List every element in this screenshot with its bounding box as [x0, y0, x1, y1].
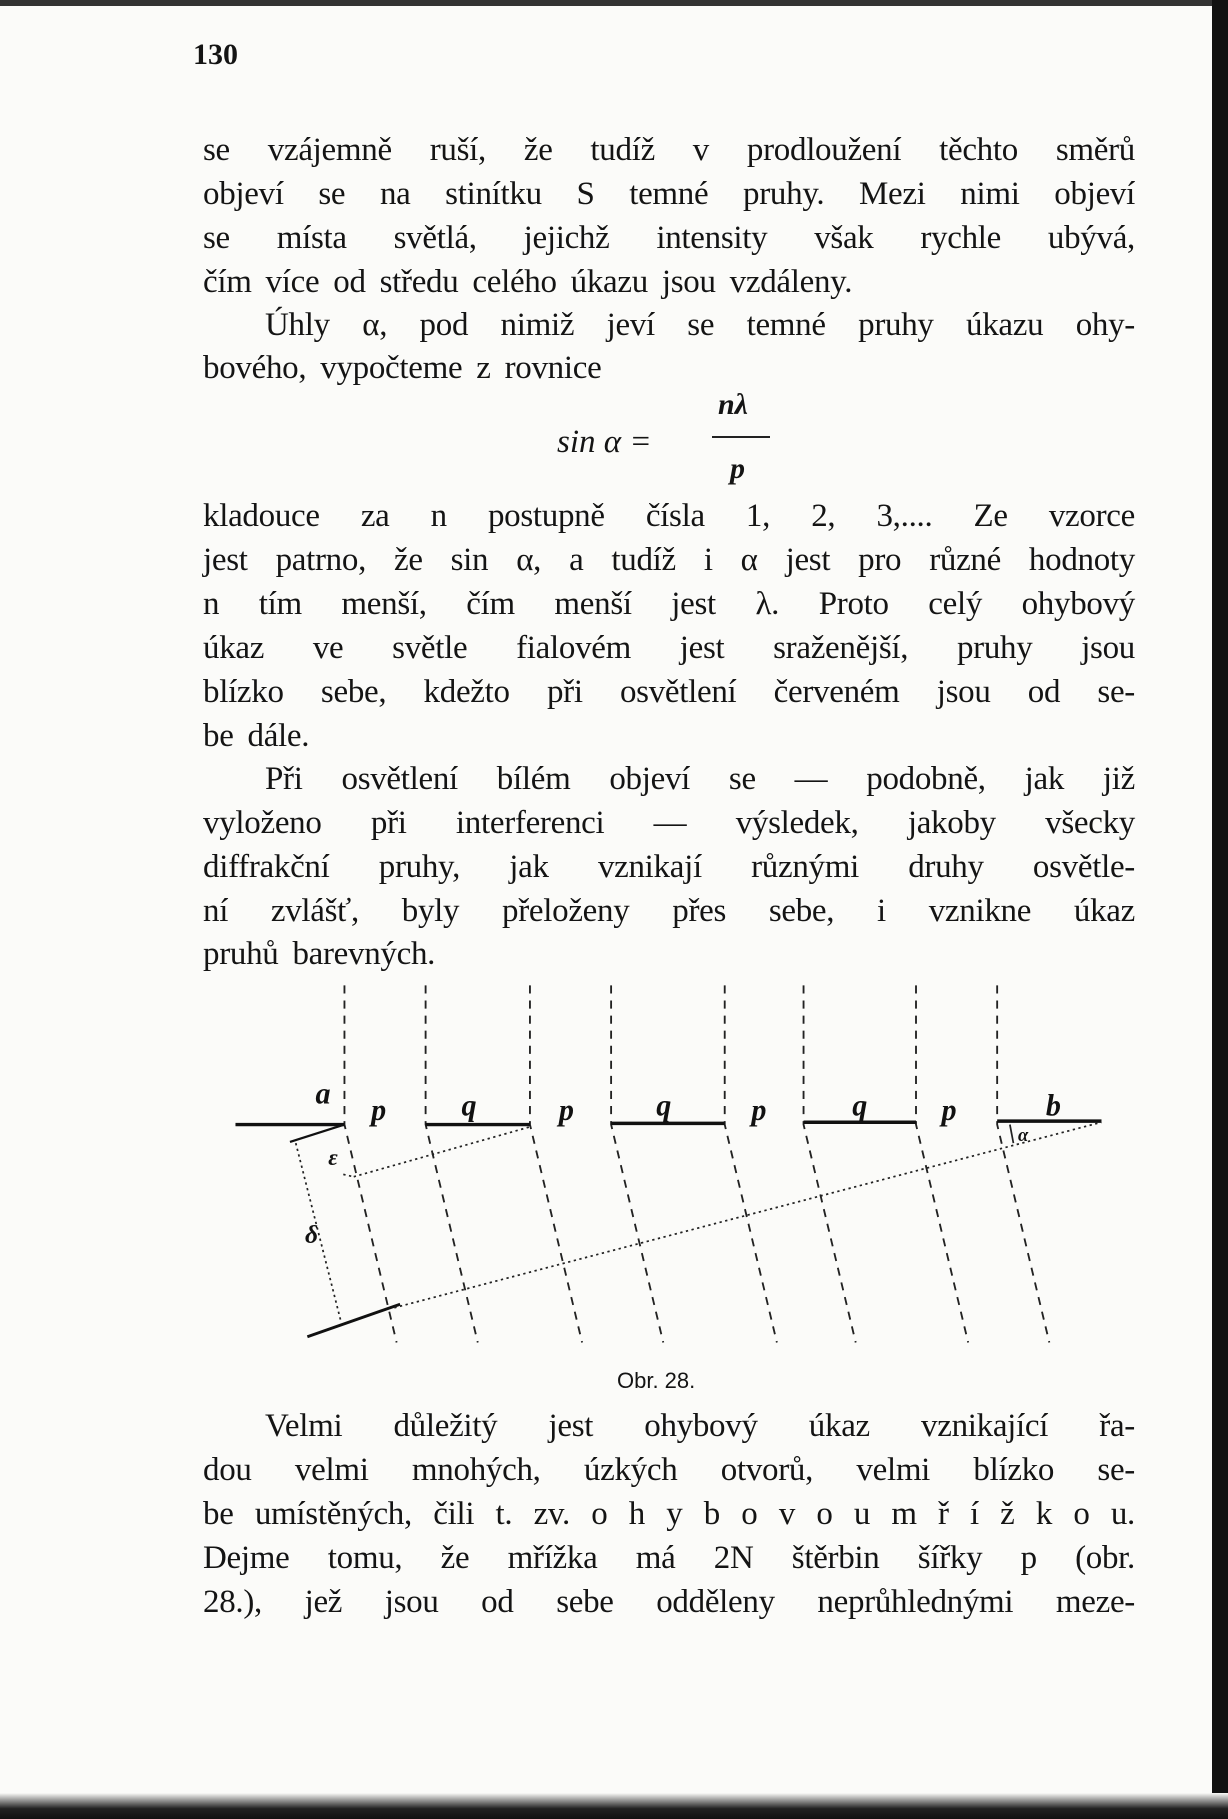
- dashed-ray-line: [804, 985, 856, 1342]
- text-line: Dejme tomu, že mřížka má 2N štěrbin šířky p (obr.: [203, 1540, 1135, 1576]
- label-p: p: [751, 1092, 767, 1127]
- alpha-arrow: [1010, 1125, 1013, 1144]
- text-line: blízko sebe, kdežto při osvětlení červeném jsou od se-: [203, 674, 1135, 710]
- text-line: jest patrno, že sin α, a tudíž i α jest pro různé hodnoty: [203, 542, 1135, 578]
- formula-lhs: sin α =: [557, 424, 652, 460]
- dashed-ray-line: [611, 985, 663, 1342]
- dashed-ray-line: [725, 985, 777, 1342]
- label-q: q: [852, 1088, 868, 1123]
- text-line: objeví se na stinítku S temné pruhy. Mezi nimi objeví: [203, 176, 1135, 212]
- text-line: čím více od středu celého úkazu jsou vzdáleny.: [203, 264, 853, 300]
- label-b: b: [1045, 1088, 1061, 1123]
- label-p: p: [558, 1092, 574, 1127]
- text-line: 28.), jež jsou od sebe odděleny neprůhlednými meze-: [203, 1584, 1135, 1620]
- label-q: q: [656, 1088, 672, 1123]
- formula-denominator: p: [730, 452, 745, 485]
- label-p: p: [371, 1092, 387, 1127]
- label-p: p: [941, 1092, 957, 1127]
- dashed-ray-line: [530, 985, 582, 1342]
- text-line: vyloženo při interferenci — výsledek, jakoby všecky: [203, 805, 1135, 841]
- text-line: úkaz ve světle fialovém jest sraženější, pruhy jsou: [203, 630, 1135, 666]
- label-alpha: α: [1018, 1124, 1029, 1146]
- text-line: be dále.: [203, 718, 310, 754]
- text-line: se místa světlá, jejichž intensity však rychle ubývá,: [203, 220, 1135, 256]
- text-line: bového, vypočteme z rovnice: [203, 350, 602, 386]
- label-q: q: [461, 1088, 477, 1123]
- text-line: pruhů barevných.: [203, 936, 436, 972]
- page-number: 130: [193, 38, 238, 71]
- text-line: Při osvětlení bílém objeví se — podobně, jak již: [265, 761, 1135, 797]
- dashed-ray-line: [997, 985, 1049, 1342]
- dotted-wavefront: [394, 1122, 1101, 1307]
- text-line: ní zvlášť, byly přeloženy přes sebe, i vznikne úkaz: [203, 893, 1135, 929]
- dashed-ray-line: [916, 985, 968, 1342]
- wavefront-line: [307, 1304, 400, 1336]
- text-line: Úhly α, pod nimiž jeví se temné pruhy úkazu ohy-: [265, 307, 1135, 343]
- text-line: dou velmi mnohých, úzkých otvorů, velmi blízko se-: [203, 1452, 1135, 1488]
- formula-numerator: nλ: [718, 388, 748, 421]
- figure-caption: Obr. 28.: [617, 1368, 696, 1393]
- label-epsilon: ε: [328, 1145, 338, 1172]
- text-line: Velmi důležitý jest ohybový úkaz vznikající řa-: [265, 1408, 1135, 1444]
- dashed-ray-line: [426, 985, 478, 1342]
- dashed-ray-line: [344, 985, 396, 1342]
- text-line: kladouce za n postupně čísla 1, 2, 3,.... Ze vzorce: [203, 498, 1135, 534]
- text-line: n tím menší, čím menší jest λ. Proto celý ohybový: [203, 586, 1135, 622]
- text-line: be umístěných, čili t. zv. o h y b o v o u m ř í ž k o u.: [203, 1496, 1135, 1532]
- dotted-epsilon-line: [354, 1127, 530, 1177]
- text-line: diffrakční pruhy, jak vznikají různými druhy osvětle-: [203, 849, 1135, 885]
- label-a: a: [315, 1076, 331, 1111]
- text-line: se vzájemně ruší, že tudíž v prodloužení těchto směrů: [203, 132, 1135, 168]
- label-delta: δ: [305, 1219, 319, 1249]
